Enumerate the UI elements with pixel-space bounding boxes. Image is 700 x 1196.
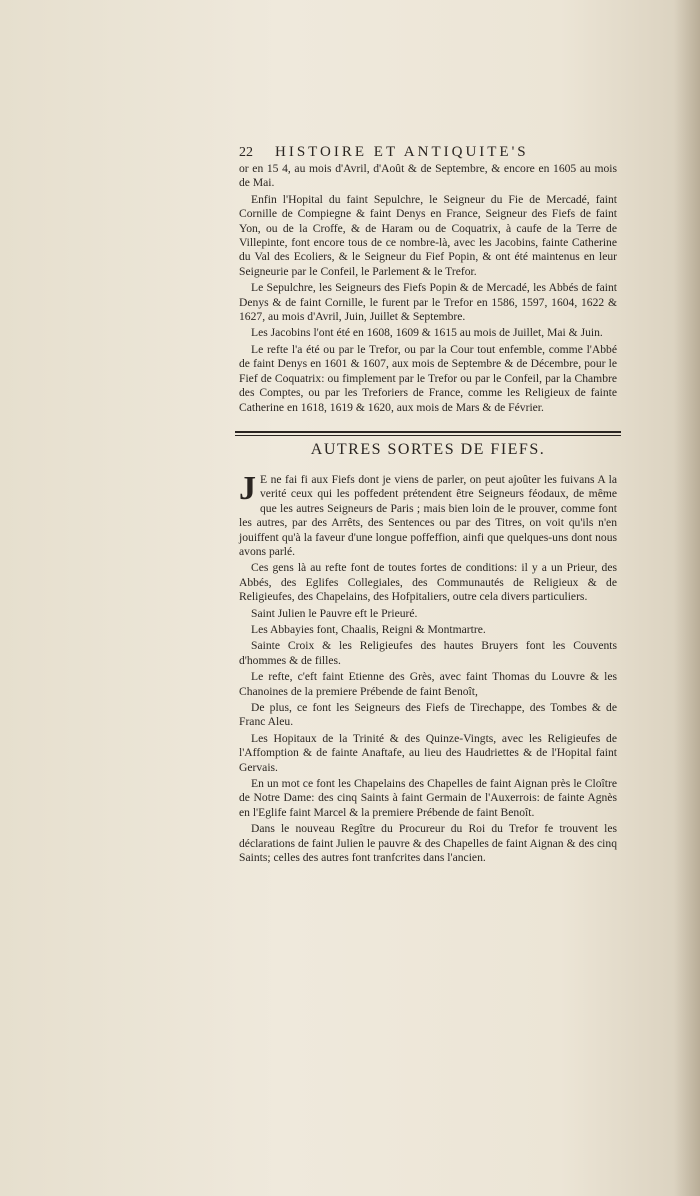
page-edge-shadow — [674, 0, 700, 1196]
running-header — [239, 144, 617, 161]
paragraph: Dans le nouveau Regître du Procureur du Roi du Trefor fe trouvent les déclarations de faint Julien le pauvre & des Chapelles de faint Aignan & des cinq Saints; celles des autres font tranfcrites dans l'ancien. — [239, 822, 617, 865]
paragraph: Enfin l'Hopital du faint Sepulchre, le Seigneur du Fie de Mercadé, faint Cornille de Compiegne & faint Denys en France, Seigneur des Fiefs de faint Yon, ou de la Croffe, & de Haram ou de Coquatrix, à caufe de la Terre de Villepinte, font encore tous de ce nombre-là, avec les Jacobins, fainte Catherine du Val des Ecoliers, & le Seigneur du Fief Popin, & ont été maintenus en leur Seigneurie par le Confeil, le Parlement & le Trefor. — [239, 192, 617, 278]
page-number: 22 — [239, 145, 253, 160]
paragraph: Le refte l'a été ou par le Trefor, ou par la Cour tout enfemble, comme l'Abbé de faint Denys en 1601 & 1607, aux mois de Septembre & de Décembre, pour le Fief de Coquatrix: ou fimplement par le Trefor ou par le Confeil, par la Chambre des Comptes, ou par les Treforiers de France, comme les Religieux de fainte Catherine en 1618, 1619 & 1620, aux mois de Mars & de Février. — [239, 342, 617, 414]
paragraph: Les Abbayies font, Chaalis, Reigni & Montmartre. — [251, 622, 486, 636]
section-divider — [235, 431, 621, 433]
running-title: HISTOIRE ET ANTIQUITE'S — [275, 144, 529, 160]
paragraph: Le Sepulchre, les Seigneurs des Fiefs Popin & de Mercadé, les Abbés de faint Denys & de faint Cornille, le furent par le Trefor en 1586, 1597, 1604, 1622 & 1627, au mois d'Avril, Juin, Juillet & Septembre. — [239, 281, 617, 324]
text-column — [239, 144, 617, 865]
section-title: AUTRES SORTES DE FIEFS. — [310, 440, 546, 458]
paragraph: Les Hopitaux de la Trinité & des Quinze-Vingts, avec les Religieufes de l'Affomption & de fainte Anaftafe, au lieu des Haudriettes & de l'Hopital faint Gervais. — [239, 731, 617, 774]
paragraph: En un mot ce font les Chapelains des Chapelles de faint Aignan près le Cloître de Notre Dame: des cinq Saints à faint Germain de l'Auxerrois: de fainte Agnès en l'Eglife faint Marcel & la premiere Prébende de faint Benoît. — [239, 777, 617, 819]
paragraph: Ces gens là au refte font de toutes fortes de conditions: il y a un Prieur, des Abbés, des Eglifes Collegiales, des Communautés de Religieux & de Religieufes, des Chapelains, des Hofpitaliers, outre cela divers particuliers. — [239, 561, 617, 604]
paragraph: Le refte, c'eft faint Etienne des Grès, avec faint Thomas du Louvre & les Chanoines de la premiere Prébende de faint Benoît, — [239, 670, 617, 698]
paragraph: Saint Julien le Pauvre eft le Prieuré. — [251, 606, 418, 620]
paragraph: or en 15 4, au mois d'Avril, d'Août & de Septembre, & encore en 1605 au mois de Mai. — [239, 162, 617, 190]
opening-paragraph — [239, 469, 617, 559]
opening-paragraph-text: E ne fai fi aux Fiefs dont je viens de parler, on peut ajoûter les fuivans A la verité ceux qui les poffedent prétendent être Seigneurs féodaux, de même que les autres Seigneurs de Paris ; mais bien loin de le prouver, comme font les autres, par des Arrêts, des Sentences ou par des Titres, on voit qu'ils n'en jouiffent qu'à la faveur d'une longue poffeffion, ainfi que quelques-uns dont nous avons parlé. — [239, 472, 617, 558]
drop-cap: J — [239, 469, 256, 507]
paragraph: Sainte Croix & les Religieufes des hautes Bruyers font les Couvents d'hommes & de filles. — [239, 639, 617, 667]
paragraph: De plus, ce font les Seigneurs des Fiefs de Tirechappe, des Tombes & de Franc Aleu. — [239, 701, 617, 729]
paragraph: Les Jacobins l'ont été en 1608, 1609 & 1615 au mois de Juillet, Mai & Juin. — [251, 326, 603, 340]
